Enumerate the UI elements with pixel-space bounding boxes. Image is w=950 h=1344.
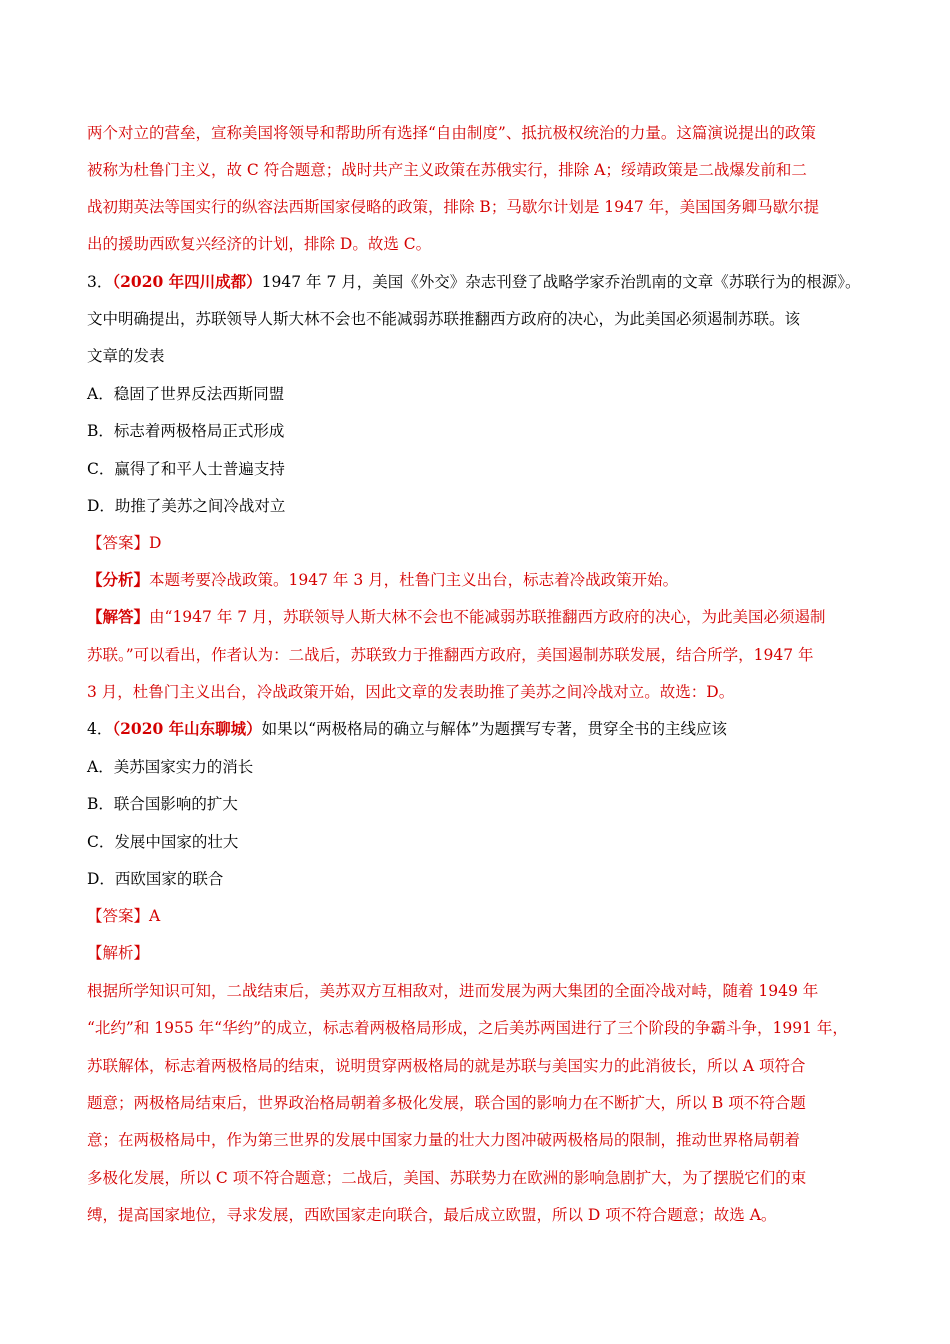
q4-explanation-line: 意；在两极格局中，作为第三世界的发展中国家力量的壮大力图冲破两极格局的限制，推动世界格局朝着 [87, 1131, 801, 1149]
q4-stem-text: 如果以“两极格局的确立与解体”为题撰写专著，贯穿全书的主线应该 [261, 720, 728, 738]
q4-answer-label: 【答案】 [87, 907, 150, 925]
q3-solution-label: 【解答】 [87, 607, 150, 626]
q2-explanation-line: 出的援助西欧复兴经济的计划，排除 D。故选 C。 [87, 235, 432, 253]
q3-solution [87, 606, 826, 628]
q3-option-c: C．赢得了和平人士普遍支持 [87, 460, 285, 478]
q3-source: （2020 年四川成都） [112, 272, 262, 291]
q3-answer-value: D [149, 534, 162, 552]
q3-solution-line: 苏联。”可以看出，作者认为：二战后，苏联致力于推翻西方政府，美国遏制苏联发展，结合所学，1947 年 [87, 646, 814, 664]
q4-option-d: D．西欧国家的联合 [87, 870, 224, 888]
q3-option-b: B．标志着两极格局正式形成 [87, 422, 285, 440]
q4-option-a: A．美苏国家实力的消长 [87, 758, 254, 776]
q4-number: 4． [87, 720, 113, 738]
q4-option-c: C．发展中国家的壮大 [87, 833, 239, 851]
q3-analysis-text: 本题考要冷战政策。1947 年 3 月，杜鲁门主义出台，标志着冷战政策开始。 [149, 571, 679, 589]
q4-explanation-line: 根据所学知识可知，二战结束后，美苏双方互相敌对，进而发展为两大集团的全面冷战对峙，随着 1949 年 [87, 982, 819, 1000]
q4-answer [87, 905, 160, 927]
q4-explanation-line: 苏联解体，标志着两极格局的结束，说明贯穿两极格局的就是苏联与美国实力的此消彼长，所以 A 项符合 [87, 1057, 806, 1075]
q2-explanation-line: 战初期英法等国实行的纵容法西斯国家侵略的政策，排除 B；马歇尔计划是 1947 年，美国国务卿马歇尔提 [87, 198, 820, 216]
q3-stem-line: 文中明确提出，苏联领导人斯大林不会也不能减弱苏联推翻西方政府的决心，为此美国必须遏制苏联。该 [87, 310, 801, 328]
q3-stem-line: 文章的发表 [87, 347, 165, 365]
q3-option-d: D．助推了美苏之间冷战对立 [87, 497, 286, 515]
q4-explanation-label: 【解析】 [87, 944, 150, 962]
q4-answer-value: A [149, 907, 161, 925]
q4-source: （2020 年山东聊城） [112, 719, 262, 738]
q4-option-b: B．联合国影响的扩大 [87, 795, 238, 813]
q3-number: 3． [87, 273, 113, 291]
q3-answer-label: 【答案】 [87, 534, 150, 552]
q3-option-a: A．稳固了世界反法西斯同盟 [87, 385, 285, 403]
q3-stem [87, 271, 861, 293]
q3-stem-text: 1947 年 7 月，美国《外交》杂志刊登了战略学家乔治凯南的文章《苏联行为的根源》。 [261, 273, 861, 291]
q2-explanation-line: 两个对立的营垒，宣称美国将领导和帮助所有选择“自由制度”、抵抗极权统治的力量。这篇演说提出的政策 [87, 124, 816, 142]
q3-answer [87, 532, 161, 554]
q3-analysis [87, 569, 678, 591]
q4-explanation-line: 缚，提高国家地位，寻求发展，西欧国家走向联合，最后成立欧盟，所以 D 项不符合题意；故选 A。 [87, 1206, 777, 1224]
q3-solution-line: 3 月，杜鲁门主义出台，冷战政策开始，因此文章的发表助推了美苏之间冷战对立。故选：D。 [87, 683, 735, 701]
q3-solution-text: 由“1947 年 7 月，苏联领导人斯大林不会也不能减弱苏联推翻西方政府的决心，为此美国必须遏制 [149, 608, 826, 626]
q3-analysis-label: 【分析】 [87, 570, 150, 589]
q4-explanation-line: 题意；两极格局结束后，世界政治格局朝着多极化发展，联合国的影响力在不断扩大，所以 B 项不符合题 [87, 1094, 806, 1112]
q4-explanation-line: “北约”和 1955 年“华约”的成立，标志着两极格局形成，之后美苏两国进行了三个阶段的争霸斗争，1991 年， [87, 1019, 848, 1037]
q4-stem [87, 718, 727, 740]
q2-explanation-line: 被称为杜鲁门主义，故 C 符合题意；战时共产主义政策在苏俄实行，排除 A；绥靖政策是二战爆发前和二 [87, 161, 807, 179]
q4-explanation-line: 多极化发展，所以 C 项不符合题意；二战后，美国、苏联势力在欧洲的影响急剧扩大，为了摆脱它们的束 [87, 1169, 807, 1187]
